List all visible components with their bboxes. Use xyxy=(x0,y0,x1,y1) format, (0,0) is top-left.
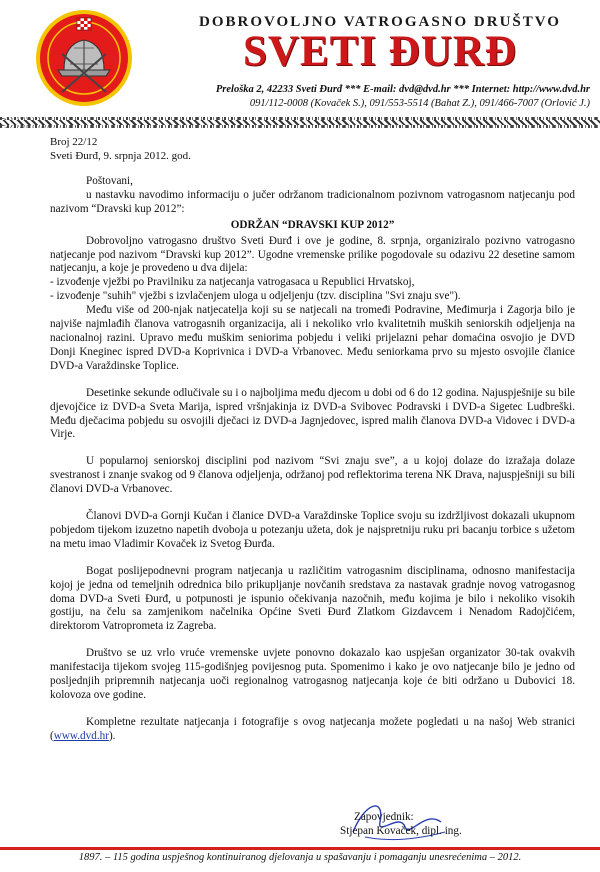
list-item: - izvođenje "suhih" vježbi s izvlačenjem uloga u odjeljenju (tzv. disciplina "Svi znaju sve"). xyxy=(50,290,461,303)
intro-paragraph: u nastavku navodimo informaciju o jučer održanom tradicionalnom pozivnom vatrogasnom natjecanju pod nazivom “Dravski kup 2012”: xyxy=(50,188,575,215)
letter-body xyxy=(50,175,575,757)
discipline-list xyxy=(50,276,575,304)
paragraph-8 xyxy=(50,716,575,744)
paragraph-8-end: ). xyxy=(108,729,116,742)
contact-address-line: Preloška 2, 42233 Sveti Đurđ *** E-mail: dvd@dvd.hr *** Internet: http://www.dvd.hr xyxy=(215,84,590,95)
chain-divider xyxy=(0,117,600,128)
paragraph-7: Društvo se uz vrlo vruće vremenske uvjete ponovno dokazalo kao uspješan organizator 30-tak ovakvih manifestacija tijekom svojeg 115-godišnjeg povijesnog puta. Spomenimo i kako je ovo natjecanje bilo je jedno od posljednjih pripremnih natjecanja uoči regionalnog vatrogasnog natjecanja koje će biti održano u Dubovici 18. kolovoza ove godine. xyxy=(50,647,575,701)
paragraph-4: U popularnoj seniorskoj disciplini pod nazivom “Svi znaju sve”, a u kojoj dolaze do izražaja dolaze svestranost i znanje svakog od 9 članova odjeljenja, održanoj pod reflektorima terena NK Drava, najuspješniji su bili članovi DVD-a Vrbanovec. xyxy=(50,455,575,496)
reference-number: Broj 22/12 xyxy=(50,136,98,148)
paragraph-5: Članovi DVD-a Gornji Kučan i članice DVD-a Varaždinske Toplice svoju su izdržljivost dokazali ukupnom pobjedom tijekom izuzetno napetih dvoboja u potezanju užeta, dok je najspretniju ruku pri bacanju torbice s užetom na metu imao Vladimir Kovaček iz Svetog Đurđa. xyxy=(50,510,575,550)
croatian-shield-icon xyxy=(77,18,91,30)
footer-divider xyxy=(0,847,600,850)
paragraph-6: Bogat poslijepodnevni program natjecanja u različitim vatrogasnim disciplinama, odnosno manifestacija kojoj je jedna od temeljnih odrednica bilo prikupljanje novčanih sredstava za nastavak gradnje novog vatrogasnog doma DVD-a Sveti Đurđ, u potpunosti je ispunio očekivanja nazočnih, među kojima je bilo i nekoliko visokih gostiju, na čelu sa zamjenikom načelnika Općine Sveti Đurđ Zlatkom Gizdavcem i Nenadom Radojčićem, direktorom Vatroprometa iz Zagreba. xyxy=(50,564,575,633)
brand-title: SVETI ĐURĐ xyxy=(242,28,518,75)
paragraph-8-text: Kompletne rezultate natjecanja i fotografije s ovog natjecanja možete pogledati u na našoj Web stranici ( xyxy=(50,715,575,742)
reference-block xyxy=(50,135,191,163)
website-link[interactable]: www.dvd.hr xyxy=(53,729,109,742)
place-date: Sveti Đurđ, 9. srpnja 2012. god. xyxy=(50,150,191,162)
greeting: Poštovani, xyxy=(86,175,133,187)
organization-name: DOBROVOLJNO VATROGASNO DRUŠTVO xyxy=(199,14,561,30)
fire-brigade-logo xyxy=(34,8,134,108)
signature-title: Zapovjednik: xyxy=(354,811,414,823)
contact-phones-line: 091/112-0008 (Kovaček S.), 091/553-5514 (Bahat Z.), 091/466-7007 (Orlović J.) xyxy=(249,98,590,109)
signature-name: Stjepan Kovaček, dipl. ing. xyxy=(340,825,462,837)
footer-text: 1897. – 115 godina uspješnog kontinuiranog djelovanja u spašavanju i pomaganju unesrećenima – 2012. xyxy=(78,852,522,863)
paragraph-2: Među više od 200-njak natjecatelja koji su se natjecali na tromeđi Podravine, Međimurja i Zagorja bilo je najviše najmlađih članova vatrogasnih organizacija, ali i nekoliko vrlo kvalitetnih muških seniorskih odjeljenja na nacionalnoj razini. Upravo među muškim seniorima pobjedu i veliki prijelazni pehar domaćina osvojio je DVD Donji Kneginec ispred DVD-a Koprivnica i DVD-a Vrbanovec. Među seniorkama prvo su mjesto osvojile članice DVD-a Varaždinske Toplice. xyxy=(50,304,575,372)
signature-block xyxy=(340,810,462,838)
list-item: - izvođenje vježbi po Pravilniku za natjecanja vatrogasaca u Republici Hrvatskoj, xyxy=(50,276,415,289)
paragraph-1: Dobrovoljno vatrogasno društvo Sveti Đurđ i ove je godine, 8. srpnja, organiziralo pozivno vatrogasno natjecanje pod nazivom “Dravski kup 2012”. Ugodne vremenske prilike pogodovale su odazivu 22 desetine samom natjecanju, a koje je provedeno u dva dijela: xyxy=(50,234,575,275)
article-heading: ODRŽAN “DRAVSKI KUP 2012” xyxy=(230,218,395,231)
paragraph-3: Desetinke sekunde odlučivale su i o najboljima među djecom u dobi od 6 do 12 godina. Najuspješnije su bile djevojčice iz DVD-a Sveta Marija, ispred vršnjakinja iz DVD-a Svibovec Podravski i DVD-a Sigetec Ludbreški. Među dječacima pobjedu su osvojili dječaci iz DVD-a Jagnjedovec, ispred malih članova DVD-a Vidovec i DVD-a Virje. xyxy=(50,386,575,441)
